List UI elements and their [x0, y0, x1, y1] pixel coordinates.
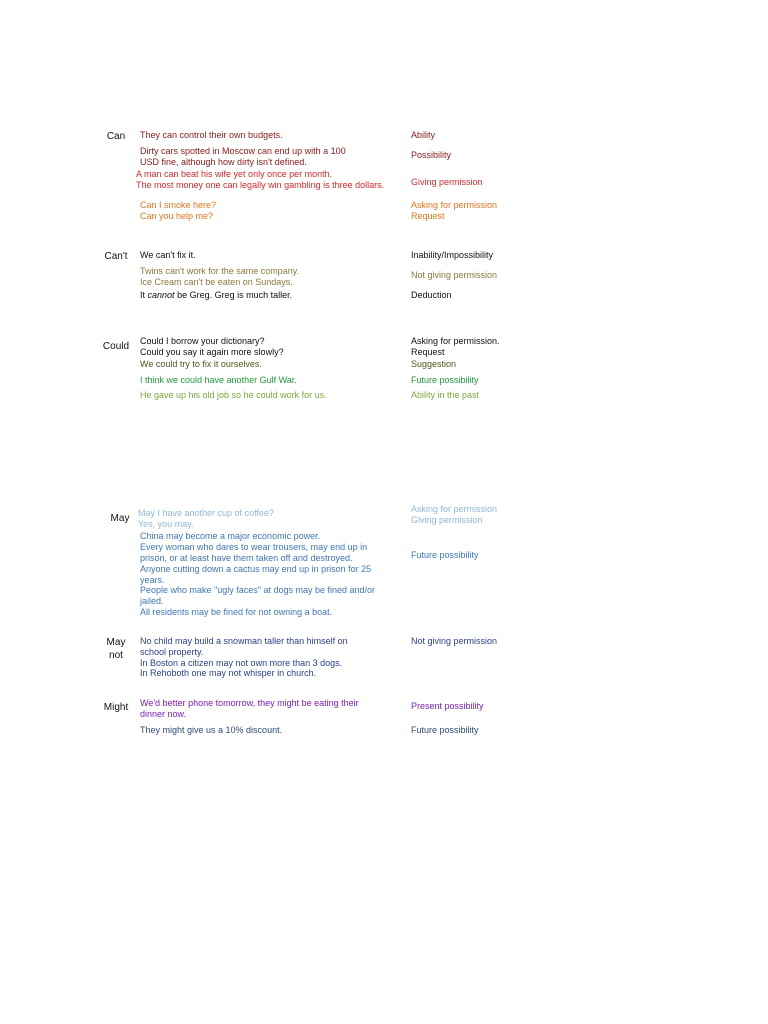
may-example-future-2: Every woman who dares to wear trousers, may end up in prison, or at least have them taken off and destroyed.: [140, 542, 368, 563]
cant-use-not-giving-permission: Not giving permission: [411, 270, 498, 280]
might-use-future-possibility: Future possibility: [411, 725, 479, 735]
modal-could: Could: [102, 341, 130, 352]
could-example-request: Could you say it again more slowly?: [140, 347, 284, 357]
could-example-suggestion: We could try to fix it ourselves.: [140, 359, 262, 369]
cant-example-deduction: It cannot be Greg. Greg is much taller.: [140, 290, 293, 300]
can-use-request: Request: [411, 211, 445, 221]
may-use-asking-permission: Asking for permission: [411, 504, 498, 514]
can-example-asking: Can I smoke here?: [140, 200, 217, 210]
modal-can: Can: [106, 131, 126, 142]
may-example-future-3: Anyone cutting down a cactus may end up in prison for 25 years.: [140, 564, 372, 585]
cant-example-not-permission-2: Ice Cream can't be eaten on Sundays.: [140, 277, 293, 287]
could-use-ability-past: Ability in the past: [411, 390, 480, 400]
modal-may: May: [110, 513, 130, 524]
may-use-giving-permission: Giving permission: [411, 515, 483, 525]
may-not-example-1: No child may build a snowman taller than himself on school property.: [140, 636, 348, 657]
may-not-example-2: In Boston a citizen may not own more than 3 dogs.: [140, 658, 343, 668]
may-not-use-not-giving-permission: Not giving permission: [411, 636, 498, 646]
could-example-permission: Could I borrow your dictionary?: [140, 336, 265, 346]
can-use-ability: Ability: [411, 130, 436, 140]
can-example-permission-1: A man can beat his wife yet only once per month.: [136, 169, 333, 179]
could-example-future: I think we could have another Gulf War.: [140, 375, 297, 385]
modal-cant: Can't: [104, 251, 128, 262]
could-example-past-ability: He gave up his old job so he could work for us.: [140, 390, 327, 400]
can-use-asking-permission: Asking for permission: [411, 200, 498, 210]
may-example-future-4: People who make "ugly faces" at dogs may be fined and/or jailed.: [140, 585, 376, 606]
can-use-possibility: Possibility: [411, 150, 452, 160]
cant-use-deduction: Deduction: [411, 290, 452, 300]
can-example-possibility: Dirty cars spotted in Moscow can end up with a 100 USD fine, although how dirty isn't defined.: [140, 146, 346, 167]
could-use-asking-permission: Asking for permission.: [411, 336, 500, 346]
cant-example-not-permission-1: Twins can't work for the same company.: [140, 266, 300, 276]
modal-may-not-line2: not: [109, 650, 123, 661]
could-use-future-possibility: Future possibility: [411, 375, 479, 385]
cant-example-inability: We can't fix it.: [140, 250, 196, 260]
may-use-future-possibility: Future possibility: [411, 550, 479, 560]
modal-may-not: [96, 637, 136, 661]
may-example-giving: Yes, you may.: [138, 519, 194, 529]
may-example-future-1: China may become a major economic power.: [140, 531, 321, 541]
cant-use-inability: Inability/Impossibility: [411, 250, 494, 260]
might-example-present: We'd better phone tomorrow, they might be eating their dinner now.: [140, 698, 359, 719]
might-use-present-possibility: Present possibility: [411, 701, 484, 711]
could-use-suggestion: Suggestion: [411, 359, 457, 369]
might-example-future: They might give us a 10% discount.: [140, 725, 283, 735]
may-example-asking: May I have another cup of coffee?: [138, 508, 274, 518]
can-example-ability: They can control their own budgets.: [140, 130, 283, 140]
can-example-permission-2: The most money one can legally win gambling is three dollars.: [136, 180, 385, 190]
may-example-future-5: All residents may be fined for not owning a boat.: [140, 607, 333, 617]
can-example-request: Can you help me?: [140, 211, 214, 221]
modal-might: Might: [103, 702, 129, 713]
could-use-request: Request: [411, 347, 445, 357]
may-not-example-3: In Rehoboth one may not whisper in church.: [140, 668, 317, 678]
can-use-giving-permission: Giving permission: [411, 177, 483, 187]
modal-may-not-line1: May: [106, 637, 126, 648]
